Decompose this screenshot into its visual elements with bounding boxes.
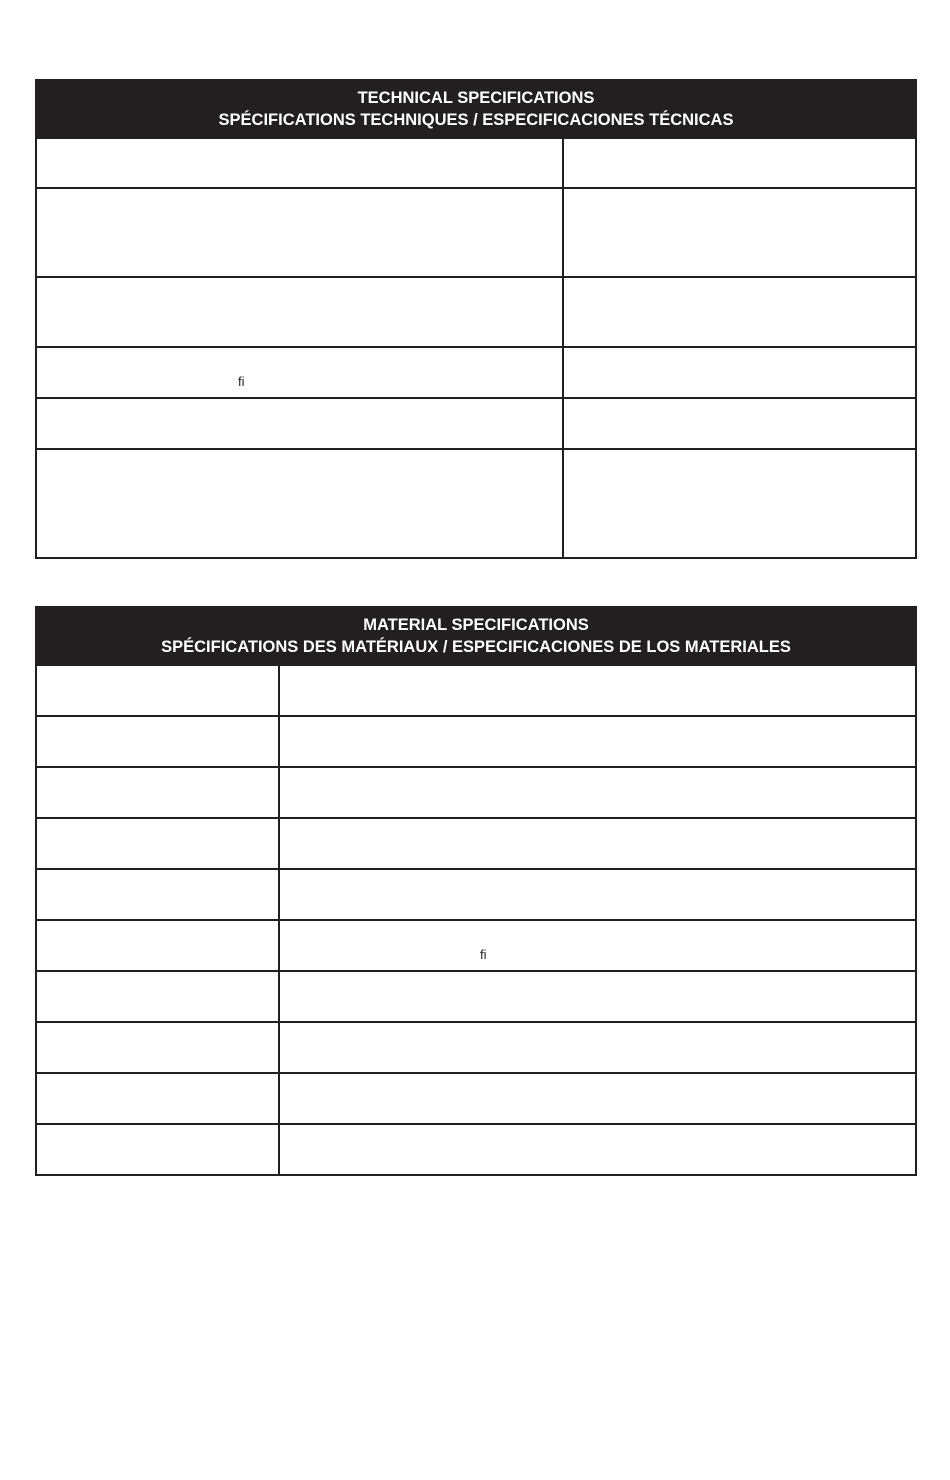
material-specifications-table	[35, 606, 917, 1176]
material-title-fr-es: SPÉCIFICATIONS DES MATÉRIAUX / ESPECIFICACIONES DE LOS MATERIALES	[161, 638, 791, 656]
technical-label-cell	[36, 398, 563, 449]
table-row	[36, 869, 916, 920]
table-row	[36, 277, 916, 347]
table-row	[36, 716, 916, 767]
table-row	[36, 818, 916, 869]
technical-value-cell	[563, 188, 916, 277]
technical-label-cell	[36, 449, 563, 558]
table-row	[36, 971, 916, 1022]
technical-label-cell	[36, 188, 563, 277]
material-part-cell	[36, 818, 279, 869]
material-value-text: fi	[480, 947, 487, 962]
table-row	[36, 1022, 916, 1073]
material-part-cell	[36, 1124, 279, 1175]
material-value-cell	[279, 1124, 916, 1175]
material-part-cell	[36, 971, 279, 1022]
material-value-cell	[279, 767, 916, 818]
material-part-cell	[36, 1022, 279, 1073]
material-part-cell	[36, 920, 279, 971]
table-row	[36, 665, 916, 716]
material-value-cell	[279, 665, 916, 716]
technical-value-cell	[563, 449, 916, 558]
material-header-row	[36, 607, 916, 665]
technical-value-cell	[563, 138, 916, 188]
technical-label-cell	[36, 347, 563, 398]
table-row	[36, 347, 916, 398]
technical-header-row	[36, 80, 916, 138]
material-part-cell	[36, 767, 279, 818]
material-part-cell	[36, 665, 279, 716]
table-row	[36, 138, 916, 188]
technical-label-cell	[36, 277, 563, 347]
material-value-cell	[279, 869, 916, 920]
technical-title-en: TECHNICAL SPECIFICATIONS	[357, 89, 595, 107]
material-part-cell	[36, 716, 279, 767]
material-value-cell	[279, 1022, 916, 1073]
technical-value-cell	[563, 277, 916, 347]
table-row	[36, 767, 916, 818]
material-header	[36, 607, 916, 665]
material-part-cell	[36, 1073, 279, 1124]
technical-value-cell	[563, 398, 916, 449]
technical-specifications-table	[35, 79, 917, 559]
table-row	[36, 398, 916, 449]
table-row	[36, 1073, 916, 1124]
material-value-cell	[279, 920, 916, 971]
table-row	[36, 188, 916, 277]
table-row	[36, 920, 916, 971]
material-value-cell	[279, 971, 916, 1022]
material-value-cell	[279, 1073, 916, 1124]
technical-header	[36, 80, 916, 138]
table-row	[36, 1124, 916, 1175]
table-row	[36, 449, 916, 558]
technical-label-cell	[36, 138, 563, 188]
technical-label-text: fi	[238, 374, 245, 389]
material-title-en: MATERIAL SPECIFICATIONS	[363, 616, 589, 634]
technical-title-fr-es: SPÉCIFICATIONS TECHNIQUES / ESPECIFICACIONES TÉCNICAS	[218, 111, 734, 129]
technical-value-cell	[563, 347, 916, 398]
material-value-cell	[279, 716, 916, 767]
material-value-cell	[279, 818, 916, 869]
material-part-cell	[36, 869, 279, 920]
